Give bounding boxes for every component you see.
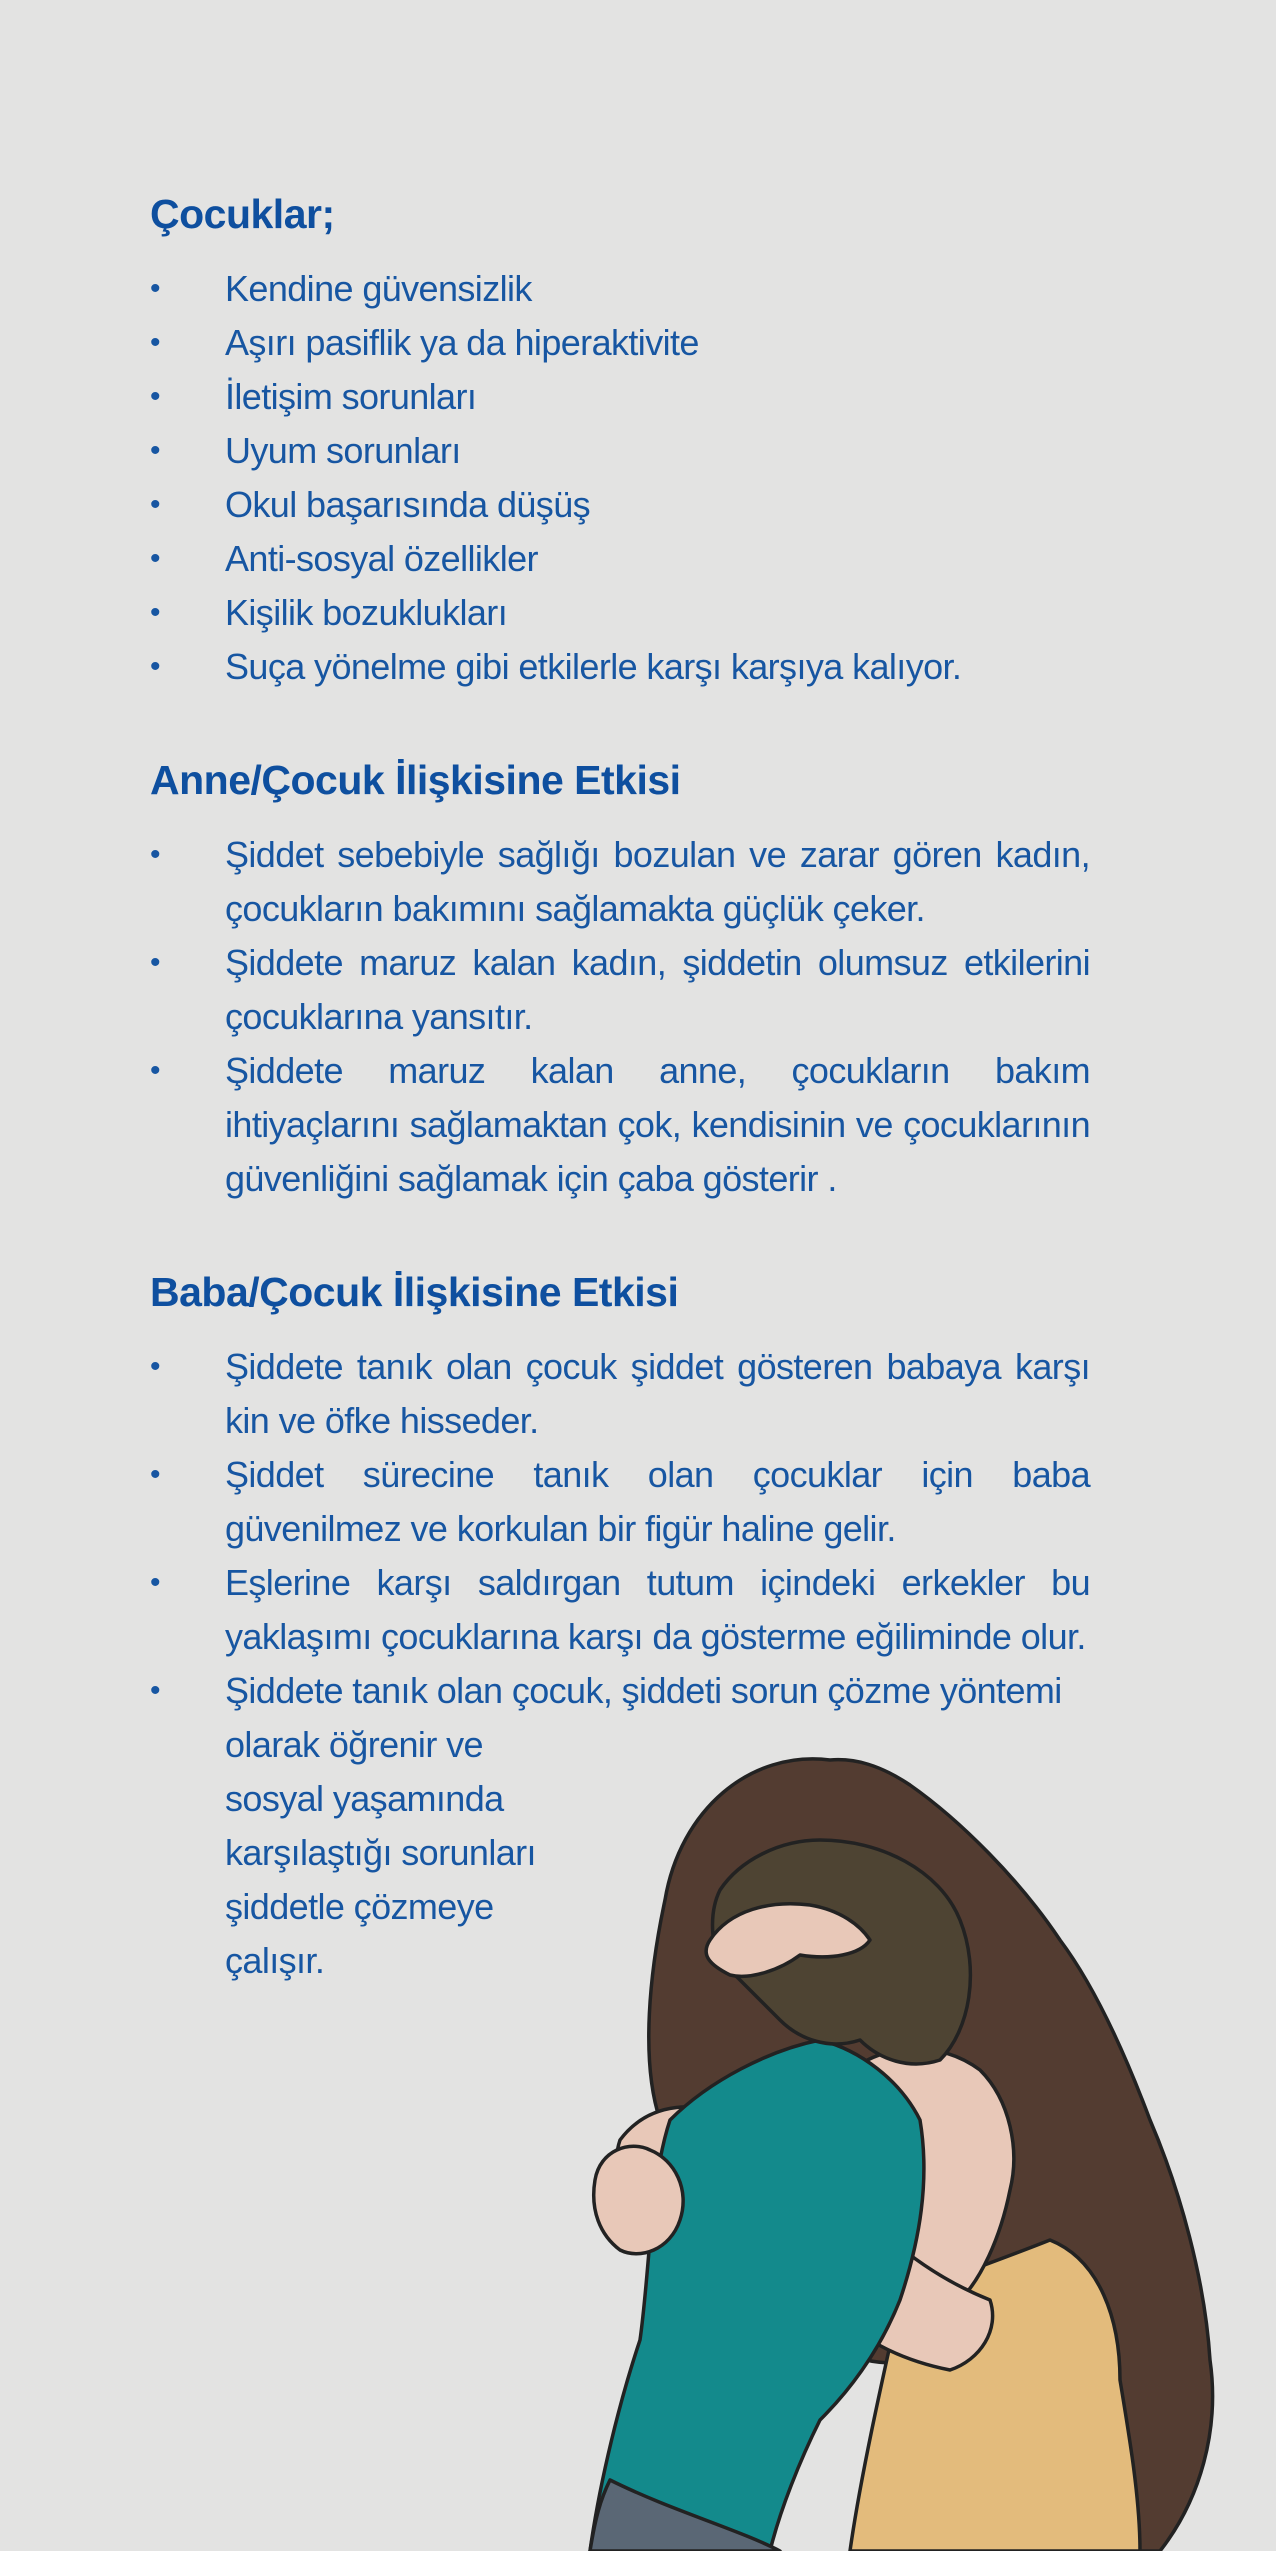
list-item-line: • Şiddete tanık olan çocuk, şiddeti sorun çözme yöntemi	[225, 1670, 1062, 1711]
list-item: • Şiddete tanık olan çocuk şiddet gösteren babaya karşı kin ve öfke hisseder.	[150, 1340, 1090, 1448]
section-title-father-child: Baba/Çocuk İlişkisine Etkisi	[150, 1269, 679, 1315]
list-item: • İletişim sorunları	[150, 370, 1090, 424]
list-item-line: olarak öğrenir ve	[225, 1724, 483, 1765]
list-item: • Aşırı pasiflik ya da hiperaktivite	[150, 316, 1090, 370]
list-item: • Şiddet sürecine tanık olan çocuklar için baba güvenilmez ve korkulan bir figür haline gelir.	[150, 1448, 1090, 1556]
section-father-child	[150, 1264, 1090, 1988]
children-effects-list	[150, 262, 1090, 694]
list-item: • Şiddete maruz kalan anne, çocukların bakım ihtiyaçlarını sağlamaktan çok, kendisinin ve çocuklarının güvenliğini sağlamak için çaba gösterir .	[150, 1044, 1090, 1206]
section-title-mother-child: Anne/Çocuk İlişkisine Etkisi	[150, 757, 681, 803]
list-item: • Uyum sorunları	[150, 424, 1090, 478]
mother-child-effects-list	[150, 828, 1090, 1206]
list-item-line: çalışır.	[225, 1940, 325, 1981]
list-item: • Kendine güvensizlik	[150, 262, 1090, 316]
section-mother-child	[150, 752, 1090, 1206]
list-item-line: şiddetle çözmeye	[225, 1886, 494, 1927]
list-item: • Kişilik bozuklukları	[150, 586, 1090, 640]
list-item: • Suça yönelme gibi etkilerle karşı karşıya kalıyor.	[150, 640, 1090, 694]
section-children	[150, 186, 1090, 694]
father-child-effects-list	[150, 1340, 1090, 1988]
section-title-children: Çocuklar;	[150, 191, 335, 237]
list-item: • Şiddet sebebiyle sağlığı bozulan ve zarar gören kadın, çocukların bakımını sağlamakta güçlük çeker.	[150, 828, 1090, 936]
list-item-line: sosyal yaşamında	[225, 1778, 504, 1819]
list-item: • Şiddete maruz kalan kadın, şiddetin olumsuz etkilerini çocuklarına yansıtır.	[150, 936, 1090, 1044]
list-item: • Okul başarısında düşüş	[150, 478, 1090, 532]
list-item	[150, 1664, 1090, 1988]
list-item: • Eşlerine karşı saldırgan tutum içindeki erkekler bu yaklaşımı çocuklarına karşı da gösterme eğiliminde olur.	[150, 1556, 1090, 1664]
document-content	[150, 186, 1090, 1988]
list-item: • Anti-sosyal özellikler	[150, 532, 1090, 586]
list-item-line: karşılaştığı sorunları	[225, 1832, 536, 1873]
child-hand	[594, 2146, 683, 2254]
